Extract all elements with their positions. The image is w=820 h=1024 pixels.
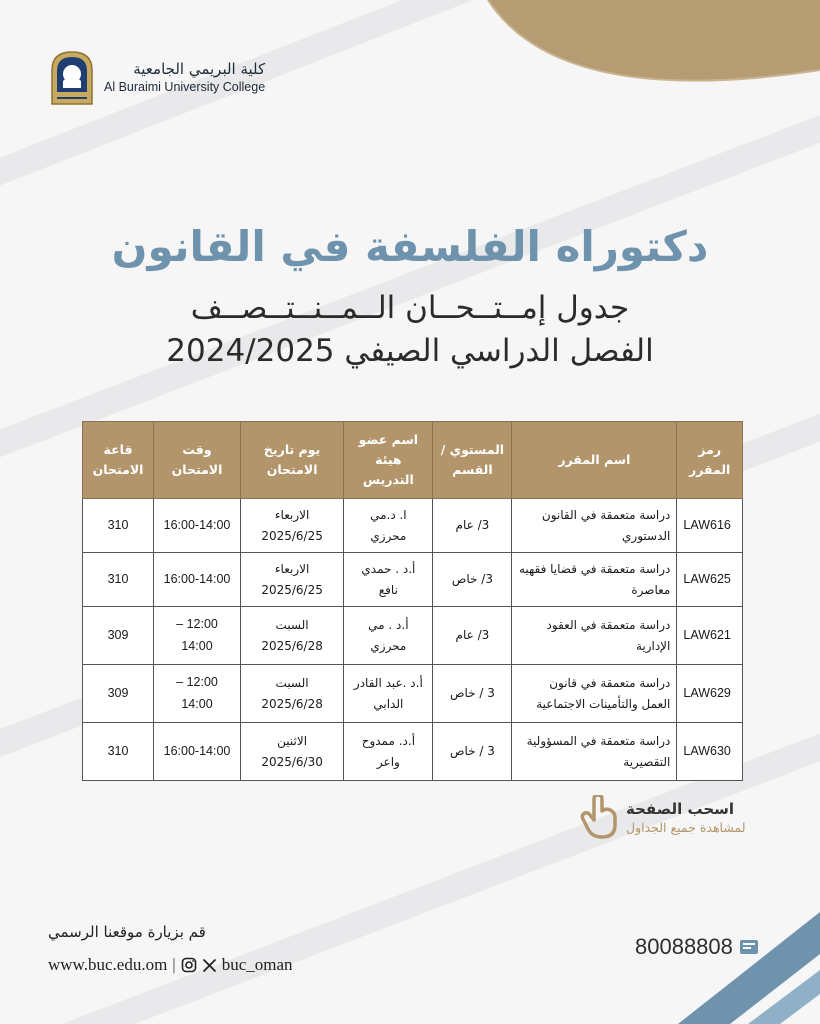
cell-exam-date xyxy=(240,499,343,553)
semester-label: الفصل الدراسي الصيفي 2024/2025 xyxy=(166,333,654,369)
college-crest-icon xyxy=(48,48,96,106)
x-twitter-icon[interactable] xyxy=(202,958,217,973)
header-exam-date: يوم تاريخ الامتحان xyxy=(240,422,343,499)
cell-exam-room: 309 xyxy=(83,607,154,665)
cell-instructor: أ.د. ممدوح واعر xyxy=(344,723,433,781)
cell-day: الاربعاء xyxy=(274,561,310,576)
phone-block[interactable] xyxy=(635,934,759,960)
cell-level: 3/ عام xyxy=(433,499,512,553)
swipe-hint xyxy=(580,795,746,839)
cell-exam-time: 16:00-14:00 xyxy=(154,499,241,553)
phone-number[interactable]: 80088808 xyxy=(635,934,733,959)
cell-exam-time: 12:00 – 14:00 xyxy=(154,607,241,665)
cell-course-code: LAW616 xyxy=(677,499,743,553)
footer-separator: | xyxy=(172,955,176,974)
table-header-row xyxy=(83,422,743,499)
cell-day: السبت xyxy=(275,675,309,690)
table-row xyxy=(83,607,743,665)
cell-day: السبت xyxy=(275,617,309,632)
header-instructor: اسم عضو هيئة التدريس xyxy=(344,422,433,499)
cell-level: 3 / خاص xyxy=(433,665,512,723)
cell-level: 3/ خاص xyxy=(433,553,512,607)
cell-course-name: دراسة متعمقة في قضايا فقهيه معاصرة xyxy=(512,553,677,607)
cell-course-name: دراسة متعمقة في القانون الدستوري xyxy=(512,499,677,553)
cell-exam-date xyxy=(240,553,343,607)
cell-instructor: أ.د .عبد القادر الدابي xyxy=(344,665,433,723)
cell-course-code: LAW621 xyxy=(677,607,743,665)
cell-day: الاثنين xyxy=(277,733,308,748)
cell-date: 2025/6/25 xyxy=(261,528,323,543)
header-course-code: رمز المقرر xyxy=(677,422,743,499)
cell-instructor: أ.د . حمدي نافع xyxy=(344,553,433,607)
cell-exam-time: 16:00-14:00 xyxy=(154,723,241,781)
exam-schedule-table xyxy=(82,421,743,781)
schedule-subtitle: جدول إمــتــحــان الــمــنــتــصــف xyxy=(190,290,630,326)
cell-date: 2025/6/28 xyxy=(261,638,323,653)
cell-exam-room: 309 xyxy=(83,665,154,723)
cell-exam-time: 12:00 – 14:00 xyxy=(154,665,241,723)
college-name-english: Al Buraimi University College xyxy=(104,80,266,94)
cell-course-name: دراسة متعمقة في العقود الإدارية xyxy=(512,607,677,665)
cell-exam-room: 310 xyxy=(83,723,154,781)
cell-instructor: ا. د.مي محرزي xyxy=(344,499,433,553)
cell-exam-date xyxy=(240,723,343,781)
cell-date: 2025/6/25 xyxy=(261,582,323,597)
social-handle[interactable]: buc_oman xyxy=(221,955,293,974)
footer-links xyxy=(48,955,293,975)
header-exam-room: قاعة الامتحان xyxy=(83,422,154,499)
cell-course-name: دراسة متعمقة في قانون العمل والتأمينات الاجتماعية xyxy=(512,665,677,723)
cell-instructor: أ.د . مي محرزي xyxy=(344,607,433,665)
table-row xyxy=(83,665,743,723)
cell-course-code: LAW629 xyxy=(677,665,743,723)
visit-website-text: قم بزيارة موقعنا الرسمي xyxy=(48,923,206,941)
college-name-arabic: كلية البريمي الجامعية xyxy=(133,60,266,78)
cell-date: 2025/6/28 xyxy=(261,696,323,711)
cell-exam-room: 310 xyxy=(83,553,154,607)
table-row xyxy=(83,553,743,607)
cell-day: الاربعاء xyxy=(274,507,310,522)
header-course-name: اسم المقرر xyxy=(512,422,677,499)
table-row xyxy=(83,499,743,553)
cell-exam-date xyxy=(240,665,343,723)
header-level: المستوي / القسم xyxy=(433,422,512,499)
cell-course-name: دراسة متعمقة في المسؤولية التقصيرية xyxy=(512,723,677,781)
table-row xyxy=(83,723,743,781)
website-link[interactable]: www.buc.edu.om xyxy=(48,955,168,974)
hand-swipe-icon xyxy=(580,795,620,839)
swipe-hint-title: اسحب الصفحة xyxy=(626,799,735,818)
cell-exam-date xyxy=(240,607,343,665)
toll-free-phone-icon xyxy=(739,937,759,957)
cell-level: 3 / خاص xyxy=(433,723,512,781)
program-title: دكتوراه الفلسفة في القانون xyxy=(111,222,709,271)
cell-level: 3/ عام xyxy=(433,607,512,665)
cell-date: 2025/6/30 xyxy=(261,754,323,769)
instagram-icon[interactable] xyxy=(181,957,197,973)
cell-course-code: LAW630 xyxy=(677,723,743,781)
cell-course-code: LAW625 xyxy=(677,553,743,607)
cell-exam-room: 310 xyxy=(83,499,154,553)
header-exam-time: وقت الامتحان xyxy=(154,422,241,499)
college-logo-block[interactable] xyxy=(48,48,265,106)
swipe-hint-subtitle: لمشاهدة جميع الجداول xyxy=(626,819,746,835)
cell-exam-time: 16:00-14:00 xyxy=(154,553,241,607)
